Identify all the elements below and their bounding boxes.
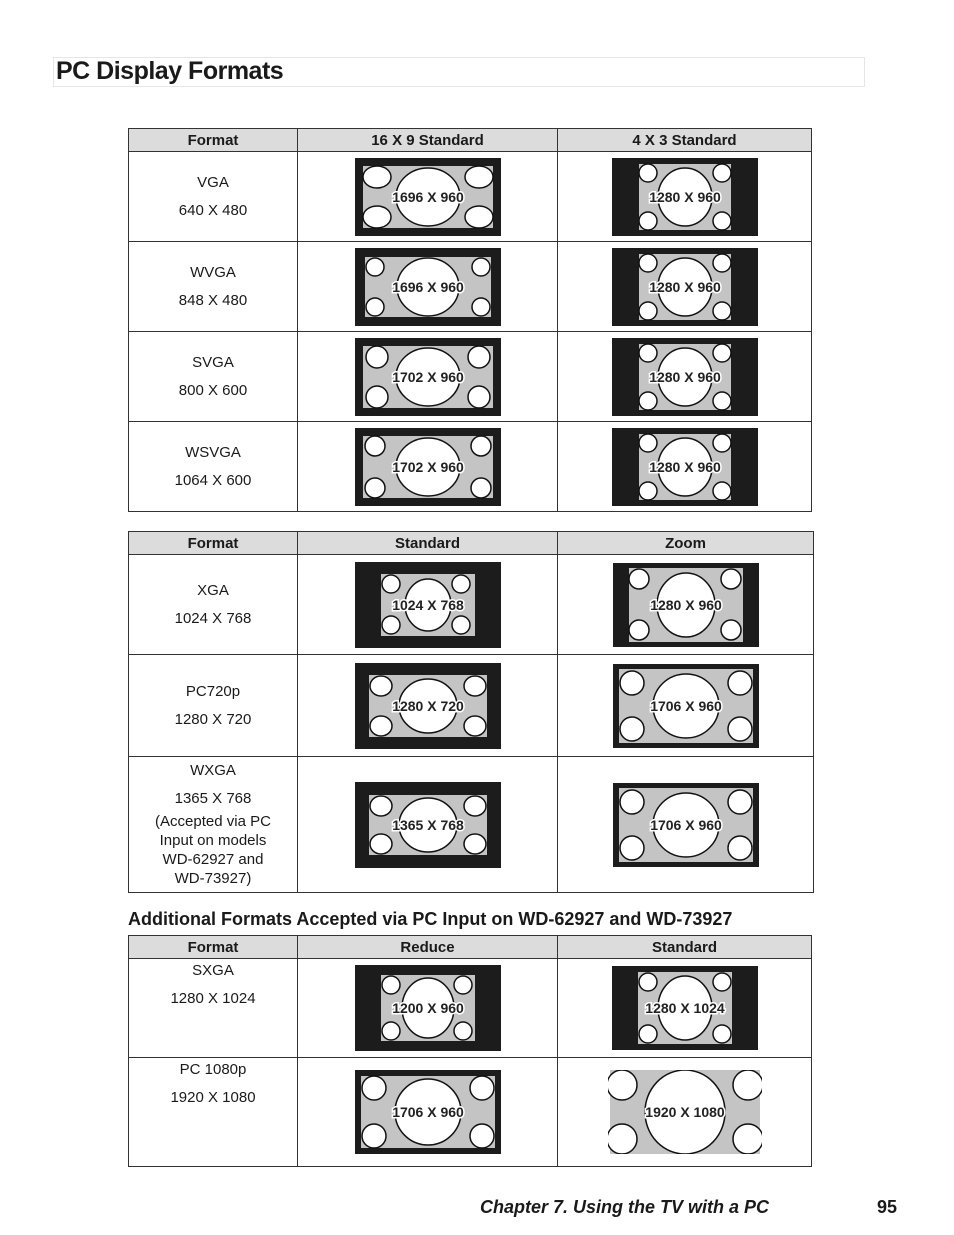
screen-diagram bbox=[355, 158, 501, 236]
table-header-row bbox=[129, 129, 812, 152]
format-cell bbox=[129, 422, 298, 512]
screen-cell bbox=[298, 332, 558, 422]
screen-cell bbox=[558, 555, 814, 655]
screen-diagram bbox=[355, 428, 501, 506]
format-name: PC 1080p bbox=[179, 1061, 247, 1078]
table-row bbox=[129, 555, 814, 655]
screen-resolution-label: 1280 X 960 bbox=[648, 368, 721, 385]
format-resolution: 1280 X 720 bbox=[174, 710, 252, 728]
screen-resolution-label: 1702 X 960 bbox=[391, 368, 464, 385]
screen-diagram bbox=[355, 248, 501, 326]
section-title: Additional Formats Accepted via PC Input on WD-62927 and WD-73927 bbox=[128, 909, 733, 929]
screen-resolution-label: 1706 X 960 bbox=[649, 816, 722, 833]
screen-cell bbox=[558, 152, 812, 242]
screen-resolution-label: 1706 X 960 bbox=[649, 697, 722, 714]
formats-table-additional bbox=[128, 935, 812, 1167]
page-title: PC Display Formats bbox=[53, 57, 865, 87]
screen-diagram bbox=[612, 338, 758, 416]
column-header: Zoom bbox=[558, 532, 814, 555]
format-cell bbox=[129, 959, 298, 1058]
format-cell bbox=[129, 152, 298, 242]
format-resolution: 1280 X 1024 bbox=[170, 990, 256, 1007]
screen-diagram bbox=[355, 782, 501, 868]
screen-cell bbox=[298, 422, 558, 512]
table-row bbox=[129, 422, 812, 512]
screen-diagram bbox=[355, 562, 501, 648]
screen-resolution-label: 1200 X 960 bbox=[391, 1000, 464, 1016]
format-name: SXGA bbox=[192, 962, 234, 979]
screen-cell bbox=[558, 242, 812, 332]
screen-resolution-label: 1280 X 960 bbox=[649, 596, 722, 613]
format-cell bbox=[129, 242, 298, 332]
screen-resolution-label: 1920 X 1080 bbox=[644, 1104, 725, 1120]
table-row bbox=[129, 1058, 812, 1167]
screen-cell bbox=[298, 242, 558, 332]
format-name: VGA bbox=[197, 173, 229, 191]
table-row bbox=[129, 655, 814, 757]
screen-resolution-label: 1280 X 960 bbox=[648, 278, 721, 295]
format-resolution: 1024 X 768 bbox=[174, 609, 252, 627]
screen-resolution-label: 1365 X 768 bbox=[391, 816, 464, 833]
format-name: WVGA bbox=[190, 263, 236, 281]
screen-resolution-label: 1280 X 1024 bbox=[644, 1000, 725, 1016]
format-name: PC720p bbox=[185, 682, 241, 700]
column-header: Standard bbox=[558, 936, 812, 959]
screen-cell bbox=[298, 555, 558, 655]
screen-diagram bbox=[613, 783, 759, 867]
screen-resolution-label: 1280 X 960 bbox=[648, 188, 721, 205]
screen-cell bbox=[298, 757, 558, 893]
format-cell bbox=[129, 655, 298, 757]
screen-cell bbox=[298, 959, 558, 1058]
format-cell bbox=[129, 332, 298, 422]
format-resolution: 640 X 480 bbox=[178, 201, 248, 219]
column-header: Format bbox=[129, 532, 298, 555]
screen-resolution-label: 1702 X 960 bbox=[391, 458, 464, 475]
column-header: Standard bbox=[298, 532, 558, 555]
screen-cell bbox=[558, 655, 814, 757]
screen-cell bbox=[558, 959, 812, 1058]
column-header: 4 X 3 Standard bbox=[558, 129, 812, 152]
screen-cell bbox=[558, 1058, 812, 1167]
screen-diagram bbox=[612, 248, 758, 326]
format-cell bbox=[129, 1058, 298, 1167]
format-resolution: 1064 X 600 bbox=[174, 471, 252, 489]
screen-diagram bbox=[612, 428, 758, 506]
screen-cell bbox=[558, 332, 812, 422]
screen-resolution-label: 1696 X 960 bbox=[391, 188, 464, 205]
screen-diagram bbox=[608, 1070, 762, 1154]
table-row bbox=[129, 332, 812, 422]
screen-diagram bbox=[355, 1070, 501, 1154]
format-cell bbox=[129, 757, 298, 893]
screen-diagram bbox=[613, 664, 759, 748]
format-note: (Accepted via PC Input on models WD-62927 and WD-73927) bbox=[155, 812, 271, 887]
format-name: XGA bbox=[197, 581, 229, 599]
table-header-row bbox=[129, 936, 812, 959]
screen-cell bbox=[298, 655, 558, 757]
screen-diagram bbox=[355, 338, 501, 416]
column-header: Format bbox=[129, 936, 298, 959]
screen-resolution-label: 1696 X 960 bbox=[391, 278, 464, 295]
table-row bbox=[129, 959, 812, 1058]
formats-table-16x9-4x3 bbox=[128, 128, 812, 512]
footer-chapter-title: Chapter 7. Using the TV with a PC bbox=[480, 1197, 770, 1217]
format-resolution: 800 X 600 bbox=[178, 381, 248, 399]
column-header: 16 X 9 Standard bbox=[298, 129, 558, 152]
screen-resolution-label: 1024 X 768 bbox=[391, 596, 464, 613]
column-header: Reduce bbox=[298, 936, 558, 959]
screen-diagram bbox=[613, 563, 759, 647]
screen-resolution-label: 1706 X 960 bbox=[391, 1104, 464, 1120]
format-resolution: 848 X 480 bbox=[178, 291, 248, 309]
format-resolution: 1920 X 1080 bbox=[170, 1089, 256, 1106]
screen-resolution-label: 1280 X 720 bbox=[391, 697, 464, 714]
column-header: Format bbox=[129, 129, 298, 152]
format-name: WSVGA bbox=[185, 443, 241, 461]
table-row bbox=[129, 757, 814, 893]
screen-diagram bbox=[355, 663, 501, 749]
screen-diagram bbox=[612, 158, 758, 236]
screen-resolution-label: 1280 X 960 bbox=[648, 458, 721, 475]
format-cell bbox=[129, 555, 298, 655]
screen-cell bbox=[298, 152, 558, 242]
screen-diagram bbox=[355, 965, 501, 1051]
table-header-row bbox=[129, 532, 814, 555]
page-number: 95 bbox=[877, 1197, 898, 1217]
format-name: WXGA bbox=[190, 761, 236, 779]
format-name: SVGA bbox=[192, 353, 234, 371]
screen-diagram bbox=[612, 966, 758, 1050]
table-row bbox=[129, 242, 812, 332]
table-row bbox=[129, 152, 812, 242]
screen-cell bbox=[558, 422, 812, 512]
screen-cell bbox=[298, 1058, 558, 1167]
formats-table-standard-zoom bbox=[128, 531, 814, 893]
format-resolution: 1365 X 768 bbox=[174, 789, 252, 807]
screen-cell bbox=[558, 757, 814, 893]
